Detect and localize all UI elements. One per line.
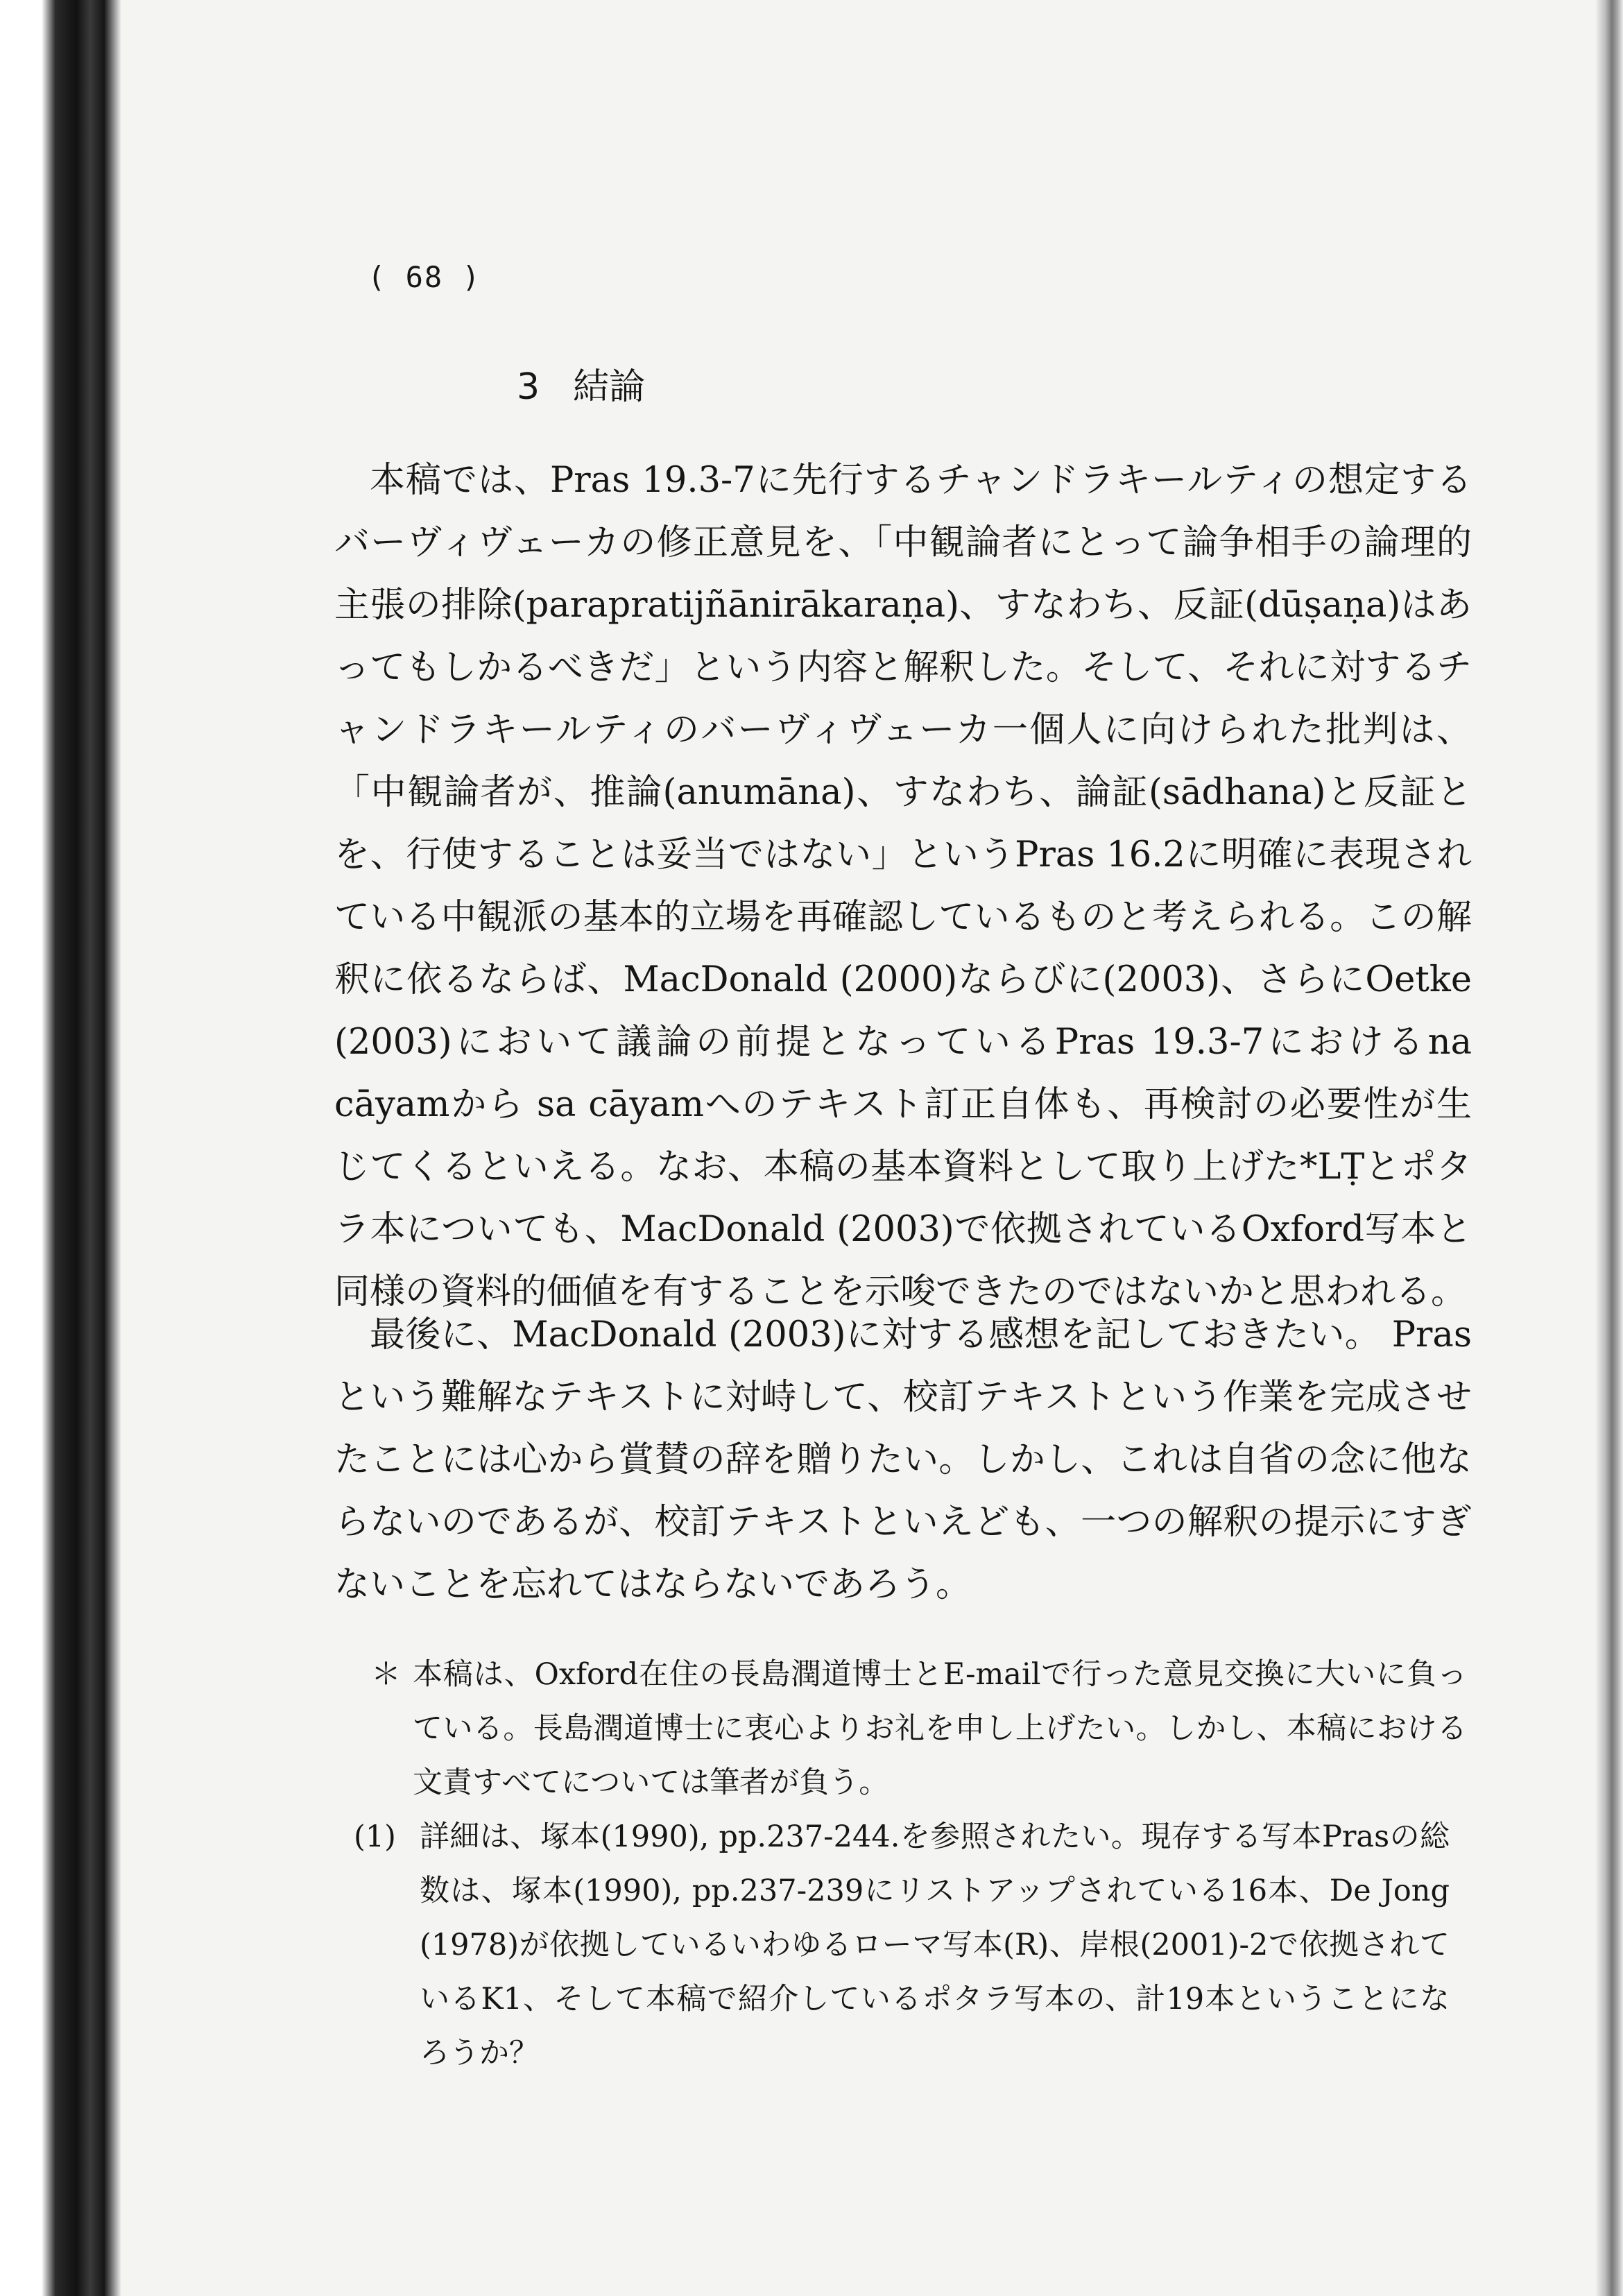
section-heading — [517, 357, 645, 409]
footnote-text: 本稿は、Oxford在住の長島潤道博士とE-mailで行った意見交換に大いに負っている。長島潤道博士に衷心よりお礼を申し上げたい。しかし、本稿における文責すべてについては筆者が負う。 — [413, 1657, 1467, 1800]
scan-binding-shadow-left — [0, 0, 121, 2296]
body-paragraph: 最後に、MacDonald (2003)に対する感想を記しておきたい。 Prasという難解なテキストに対峙して、校訂テキストという作業を完成させたことには心から賞賛の辞を贈りたい。しかし、これは自省の念に他ならないのであるが、校訂テキストといえども、一つの解釈の提示にすぎないことを忘れてはならないであろう。 — [334, 1314, 1472, 1605]
footnote-mark: (1) — [354, 1819, 396, 1854]
body-paragraph-2-block — [334, 1304, 1472, 1616]
section-number: 3 — [517, 366, 540, 408]
footnote-acknowledgement — [371, 1647, 1467, 1810]
page-number: ( 68 ) — [368, 260, 481, 294]
footnote-mark: ＊ — [371, 1657, 401, 1692]
footnotes — [354, 1647, 1467, 2080]
footnote-text: 詳細は、塚本(1990), pp.237-244.を参照されたい。現存する写本Prasの総数は、塚本(1990), pp.237-239にリストアップされている16本、De Jong (1978)が依拠しているいわゆるローマ写本(R)、岸根(2001)-2で依拠されているK1、そして本稿で紹介しているポタラ写本の、計19本ということになろうか？ — [420, 1819, 1450, 2071]
footnote-1 — [354, 1810, 1450, 2080]
section-title: 結論 — [573, 366, 646, 408]
body-paragraph: 本稿では、Pras 19.3-7に先行するチャンドラキールティの想定するバーヴィヴェーカの修正意見を、「中観論者にとって論争相手の論理的主張の排除(parapratijñānirākaraṇa)、すなわち、反証(dūṣaṇa)はあってもしかるべきだ」という内容と解釈した。そして、それに対するチャンドラキールティのバーヴィヴェーカ一個人に向けられた批判は、「中観論者が、推論(anumāna)、すなわち、論証(sādhana)と反証とを、行使することは妥当ではない」というPras 16.2に明確に表現されている中観派の基本的立場を再確認しているものと考えられる。この解釈に依るならば、MacDonald (2000)ならびに(2003)、さらにOetke (2003)において議論の前提となっているPras 19.3-7におけるna cāyamから sa cāyamへのテキスト訂正自体も、再検討の必要性が生じてくるといえる。なお、本稿の基本資料として取り上げた*LṬとポタラ本についても、MacDonald (2003)で依拠されているOxford写本と同様の資料的価値を有することを示唆できたのではないかと思われる。 — [334, 460, 1472, 1312]
scan-binding-shadow-right — [1595, 0, 1623, 2296]
body-paragraph-1-block — [334, 449, 1472, 1323]
